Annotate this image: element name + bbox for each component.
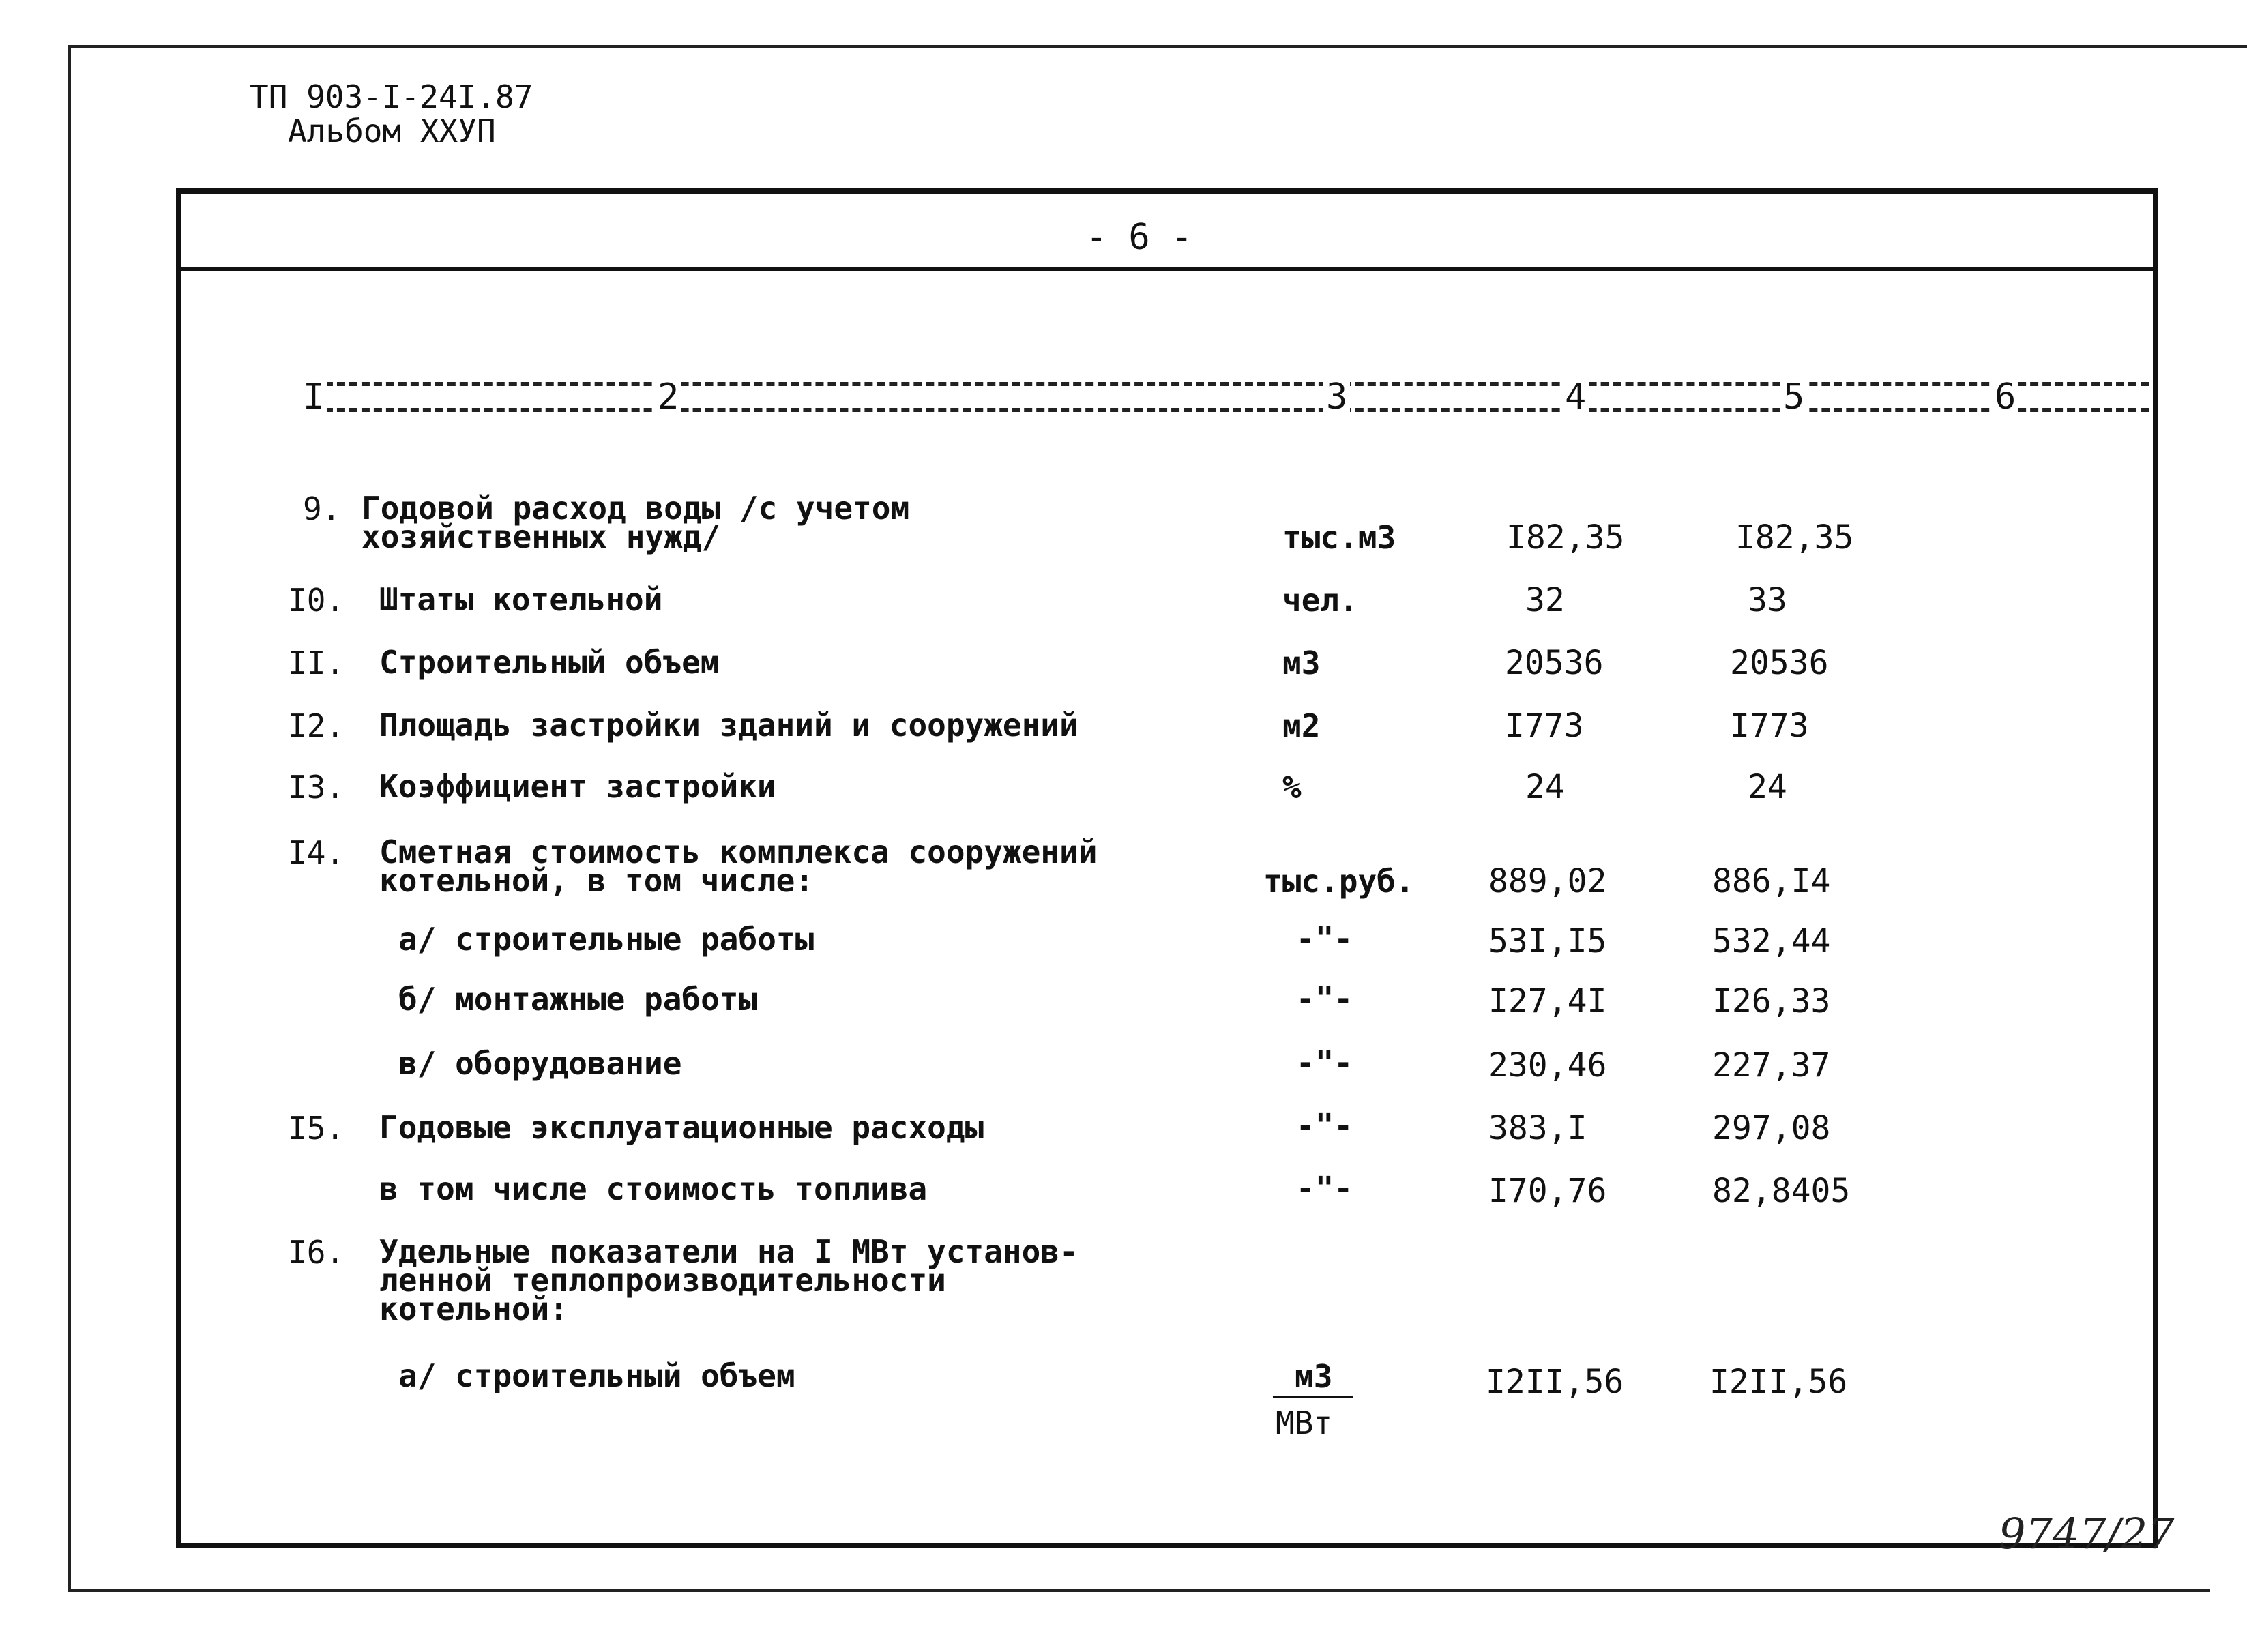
value-col5: I82,35 <box>1735 518 1854 557</box>
document-code: ТП 903-I-24I.87 <box>250 78 533 115</box>
value-col5: I773 <box>1730 707 1809 745</box>
row-number: I0. <box>288 582 345 619</box>
column-number-2: 2 <box>655 375 681 419</box>
value-col5: I26,33 <box>1712 982 1831 1020</box>
ruler-dash-line <box>300 382 2149 386</box>
value-col4: I2II,56 <box>1486 1363 1624 1401</box>
row-description: в том числе стоимость топлива <box>379 1170 928 1207</box>
sheet-border-bottom <box>68 1589 2210 1592</box>
value-col5: 227,37 <box>1712 1046 1831 1085</box>
value-col5: I2II,56 <box>1709 1363 1848 1401</box>
column-number-3: 3 <box>1323 375 1350 419</box>
row-number: I5. <box>288 1110 345 1147</box>
row-unit: -"- <box>1296 1044 1353 1081</box>
sheet-border-left <box>68 45 71 1591</box>
album-label: Альбом ХХУП <box>288 113 496 149</box>
unit-fraction-line <box>1273 1396 1353 1398</box>
row-unit: -"- <box>1296 1170 1353 1207</box>
value-col4: I82,35 <box>1506 518 1625 557</box>
sheet-border-top <box>68 45 2247 48</box>
row-unit: м2 <box>1282 707 1321 744</box>
value-col4: 24 <box>1525 768 1565 806</box>
row-number: II. <box>288 645 345 681</box>
value-col5: 532,44 <box>1712 922 1831 960</box>
value-col4: I27,4I <box>1488 982 1607 1020</box>
row-description: б/ монтажные работы <box>398 981 758 1018</box>
value-col5: 24 <box>1748 768 1787 806</box>
value-col4: I773 <box>1505 707 1584 745</box>
column-number-4: 4 <box>1562 375 1589 419</box>
row-description: а/ строительные работы <box>398 921 814 958</box>
column-number-1: I <box>300 375 327 419</box>
row-description: а/ строительный объем <box>398 1357 795 1394</box>
row-unit: -"- <box>1296 920 1353 957</box>
unit-numerator: м3 <box>1295 1358 1333 1395</box>
value-col5: 297,08 <box>1712 1109 1831 1147</box>
value-col4: I70,76 <box>1488 1172 1607 1210</box>
value-col5: 82,8405 <box>1712 1172 1851 1210</box>
value-col4: 383,I <box>1488 1109 1587 1147</box>
column-number-5: 5 <box>1780 375 1807 419</box>
value-col4: 20536 <box>1505 644 1604 682</box>
row-number: 9. <box>303 490 341 527</box>
row-description: Площадь застройки зданий и сооружений <box>379 707 1078 743</box>
row-description: Годовой расход воды /с учетом хозяйственных нужд/ <box>362 490 910 555</box>
page-number: - 6 - <box>1085 217 1193 258</box>
row-description: Годовые эксплуатационные расходы <box>379 1109 984 1146</box>
column-number-ruler <box>300 375 2149 423</box>
row-number: I3. <box>288 769 345 806</box>
value-col5: 886,I4 <box>1712 862 1831 900</box>
value-col4: 230,46 <box>1488 1046 1607 1085</box>
column-number-6: 6 <box>1992 375 2018 419</box>
row-description: в/ оборудование <box>398 1045 682 1082</box>
row-unit: % <box>1282 769 1302 806</box>
value-col4: 889,02 <box>1488 862 1607 900</box>
row-unit: чел. <box>1282 582 1358 619</box>
row-number: I6. <box>288 1234 345 1271</box>
value-col5: 33 <box>1748 581 1787 619</box>
row-unit: -"- <box>1296 1107 1353 1144</box>
row-description: Коэффициент застройки <box>379 768 776 805</box>
row-unit: тыс.м3 <box>1282 519 1396 556</box>
row-unit: -"- <box>1296 980 1353 1017</box>
row-number: I4. <box>288 834 345 871</box>
row-description: Строительный объем <box>379 644 720 681</box>
unit-denominator: МВт <box>1276 1404 1333 1441</box>
frame-header-divider <box>181 267 2153 271</box>
row-unit: тыс.руб. <box>1263 863 1415 900</box>
row-description: Штаты котельной <box>379 581 663 618</box>
row-description: Удельные показатели на I МВт установ- ленной теплопроизводительности котельной: <box>379 1233 1078 1327</box>
value-col4: 32 <box>1525 581 1565 619</box>
row-unit: м3 <box>1282 645 1321 681</box>
value-col4: 53I,I5 <box>1488 922 1607 960</box>
inventory-stamp: 9747/27 <box>1999 1509 2175 1559</box>
value-col5: 20536 <box>1730 644 1829 682</box>
row-number: I2. <box>288 707 345 744</box>
row-description: Сметная стоимость комплекса сооружений котельной, в том числе: <box>379 834 1098 899</box>
ruler-dash-line <box>300 408 2149 412</box>
